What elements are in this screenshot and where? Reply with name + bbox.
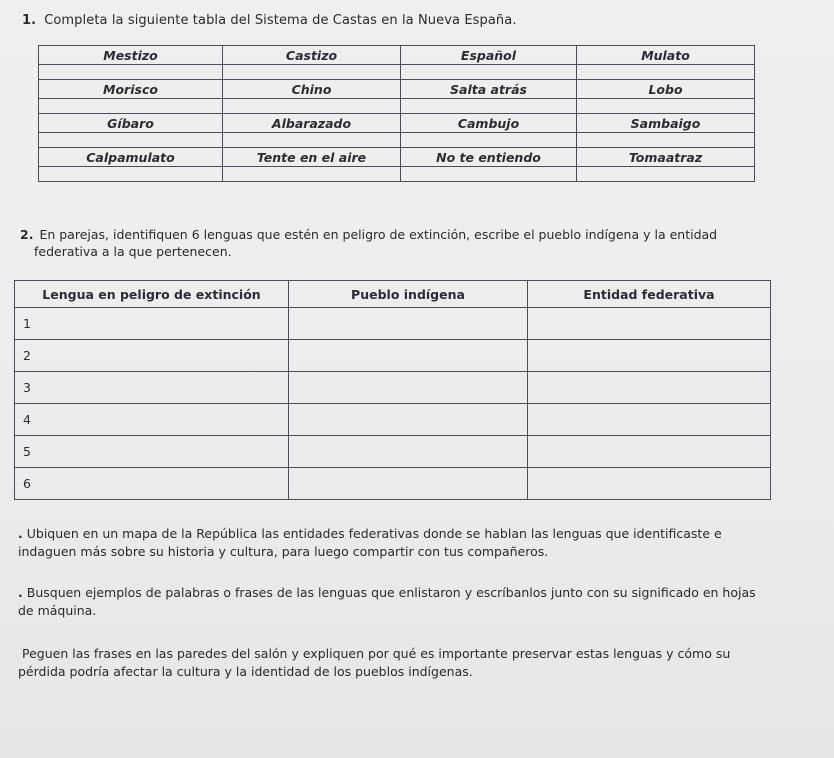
instruction-map-line-2: indaguen más sobre su historia y cultura, para luego compartir con tus compañeros. [18, 544, 549, 559]
languages-header-row [15, 281, 771, 308]
instruction-bullet: . [18, 526, 23, 541]
answer-cell[interactable] [528, 340, 771, 372]
castes-row [39, 80, 755, 99]
instruction-map [18, 525, 798, 561]
row-number[interactable]: 4 [15, 404, 289, 436]
answer-cell[interactable] [528, 308, 771, 340]
answer-cell[interactable] [289, 436, 528, 468]
answer-cell[interactable] [289, 468, 528, 500]
answer-cell[interactable] [289, 404, 528, 436]
table-row [15, 372, 771, 404]
column-header: Entidad federativa [528, 281, 771, 308]
castes-blank-row [39, 99, 755, 114]
caste-answer-cell[interactable] [577, 167, 755, 182]
caste-answer-cell[interactable] [39, 65, 223, 80]
caste-answer-cell[interactable] [577, 133, 755, 148]
answer-cell[interactable] [528, 372, 771, 404]
languages-table [14, 280, 771, 500]
caste-answer-cell[interactable] [401, 65, 577, 80]
question-2-line-1: En parejas, identifiquen 6 lenguas que estén en peligro de extinción, escribe el pueblo indígena y la entidad [39, 227, 718, 242]
caste-answer-cell[interactable] [401, 167, 577, 182]
caste-answer-cell[interactable] [223, 167, 401, 182]
caste-answer-cell[interactable] [401, 99, 577, 114]
answer-cell[interactable] [289, 308, 528, 340]
instruction-map-line-1: Ubiquen en un mapa de la República las entidades federativas donde se hablan las lenguas que identificaste e [26, 526, 722, 541]
caste-cell: Sambaigo [577, 114, 755, 133]
row-number[interactable]: 6 [15, 468, 289, 500]
table-row [15, 404, 771, 436]
question-1-text: Completa la siguiente tabla del Sistema de Castas en la Nueva España. [44, 13, 517, 28]
caste-cell: Tomaatraz [577, 148, 755, 167]
caste-answer-cell[interactable] [39, 99, 223, 114]
caste-cell: Mestizo [39, 46, 223, 65]
caste-answer-cell[interactable] [401, 133, 577, 148]
caste-cell: Albarazado [223, 114, 401, 133]
answer-cell[interactable] [528, 404, 771, 436]
instruction-examples [18, 584, 798, 620]
caste-cell: Cambujo [401, 114, 577, 133]
castes-blank-row [39, 133, 755, 148]
castes-table [38, 45, 755, 182]
caste-cell: Castizo [223, 46, 401, 65]
instruction-examples-line-2: de máquina. [18, 603, 97, 618]
instruction-examples-line-1: Busquen ejemplos de palabras o frases de las lenguas que enlistaron y escríbanlos junto con su significado en hojas [26, 585, 756, 600]
caste-cell: Chino [223, 80, 401, 99]
caste-answer-cell[interactable] [577, 65, 755, 80]
question-1-number: 1. [22, 13, 37, 28]
table-row [15, 436, 771, 468]
caste-cell: Mulato [577, 46, 755, 65]
instruction-display-line-1: Peguen las frases en las paredes del salón y expliquen por qué es importante preservar estas lenguas y cómo su [22, 646, 731, 661]
column-header: Pueblo indígena [289, 281, 528, 308]
caste-answer-cell[interactable] [39, 133, 223, 148]
castes-row [39, 46, 755, 65]
question-2 [20, 226, 780, 260]
answer-cell[interactable] [528, 436, 771, 468]
row-number[interactable]: 5 [15, 436, 289, 468]
answer-cell[interactable] [289, 372, 528, 404]
question-2-number: 2. [20, 227, 34, 242]
answer-cell[interactable] [528, 468, 771, 500]
castes-row [39, 114, 755, 133]
caste-cell: Español [401, 46, 577, 65]
caste-cell: Salta atrás [401, 80, 577, 99]
row-number[interactable]: 3 [15, 372, 289, 404]
castes-row [39, 148, 755, 167]
row-number[interactable]: 2 [15, 340, 289, 372]
table-row [15, 340, 771, 372]
caste-cell: Morisco [39, 80, 223, 99]
caste-cell: Gíbaro [39, 114, 223, 133]
instruction-bullet: . [18, 585, 23, 600]
column-header: Lengua en peligro de extinción [15, 281, 289, 308]
caste-answer-cell[interactable] [223, 65, 401, 80]
caste-answer-cell[interactable] [39, 167, 223, 182]
instruction-display [18, 645, 798, 681]
row-number[interactable]: 1 [15, 308, 289, 340]
caste-cell: Tente en el aire [223, 148, 401, 167]
castes-blank-row [39, 65, 755, 80]
castes-blank-row [39, 167, 755, 182]
question-2-line-2: federativa a la que pertenecen. [34, 244, 232, 259]
answer-cell[interactable] [289, 340, 528, 372]
caste-cell: Calpamulato [39, 148, 223, 167]
caste-cell: No te entiendo [401, 148, 577, 167]
caste-answer-cell[interactable] [223, 133, 401, 148]
table-row [15, 468, 771, 500]
table-row [15, 308, 771, 340]
question-1 [22, 13, 517, 28]
caste-answer-cell[interactable] [577, 99, 755, 114]
instruction-display-line-2: pérdida podría afectar la cultura y la identidad de los pueblos indígenas. [18, 664, 473, 679]
caste-answer-cell[interactable] [223, 99, 401, 114]
caste-cell: Lobo [577, 80, 755, 99]
